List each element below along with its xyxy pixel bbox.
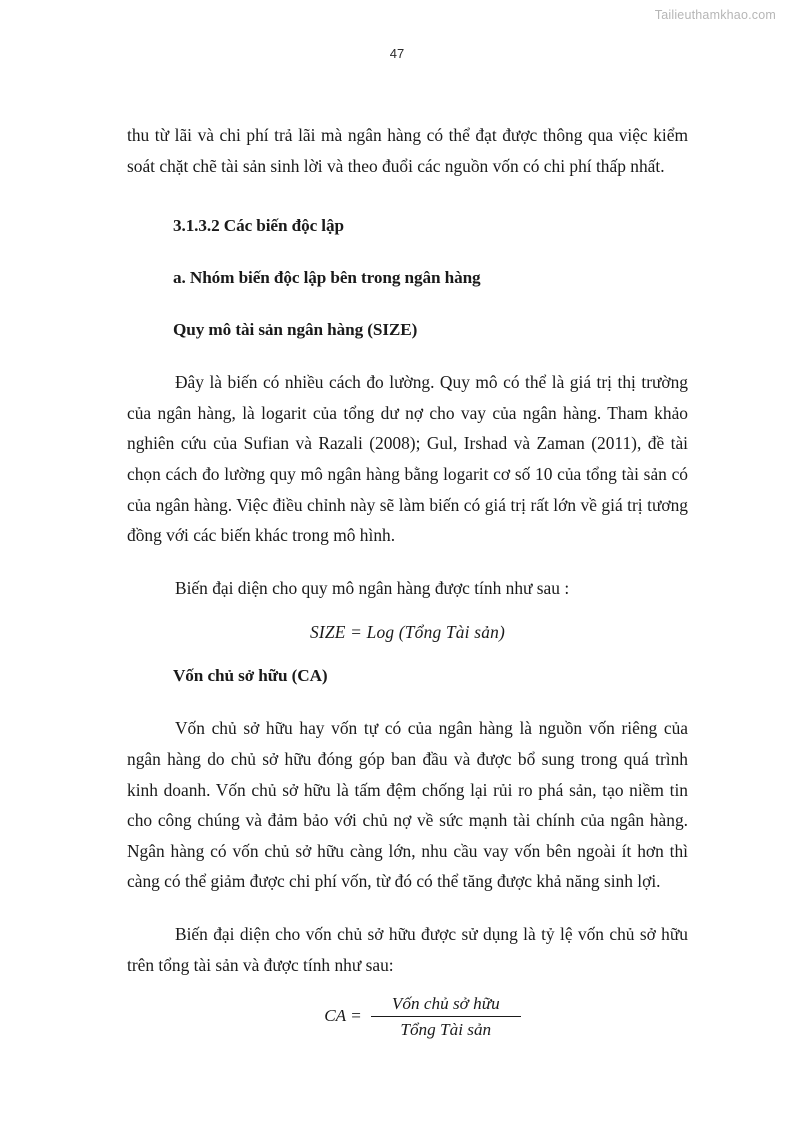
formula-ca-left-side: CA = — [324, 1006, 362, 1026]
spacer — [127, 551, 688, 573]
spacer — [127, 293, 688, 315]
heading-variable-size: Quy mô tài sản ngân hàng (SIZE) — [173, 320, 418, 340]
document-content — [127, 120, 688, 1040]
paragraph-ca-formula-lead: Biến đại diện cho vốn chủ sở hữu được sử dụng là tỷ lệ vốn chủ sở hữu trên tổng tài sản và được tính như sau: — [127, 923, 688, 975]
formula-size: SIZE = Log (Tổng Tài sản) — [309, 622, 505, 643]
spacer — [127, 603, 688, 617]
spacer — [127, 691, 688, 713]
spacer — [127, 980, 688, 994]
spacer — [127, 897, 688, 919]
heading-variable-ca: Vốn chủ sở hữu (CA) — [173, 666, 328, 686]
spacer — [127, 181, 688, 211]
formula-ca-denominator: Tổng Tài sản — [400, 1020, 492, 1040]
watermark-text: Tailieuthamkhao.com — [654, 8, 776, 22]
spacer — [127, 647, 688, 661]
paragraph-size-formula-lead: Biến đại diện cho quy mô ngân hàng được tính như sau : — [175, 577, 570, 598]
formula-ca — [127, 994, 688, 1040]
paragraph-ca-description: Vốn chủ sở hữu hay vốn tự có của ngân hàng là nguồn vốn riêng của ngân hàng do chủ sở hữu đóng góp ban đầu và được bổ sung trong quá trình kinh doanh. Vốn chủ sở hữu là tấm đệm chống lại rủi ro phá sản, tạo niềm tin cho công chúng và đảm bảo với chủ nợ về sức mạnh tài chính của ngân hàng. Ngân hàng có vốn chủ sở hữu càng lớn, nhu cầu vay vốn bên ngoài ít hơn thì càng có thể giảm được chi phí vốn, từ đó có thể tăng được khả năng sinh lợi. — [127, 718, 688, 892]
page-number: 47 — [389, 46, 405, 61]
paragraph-intro-continuation: thu từ lãi và chi phí trả lãi mà ngân hàng có thể đạt được thông qua việc kiểm soát chặt chẽ tài sản sinh lời và theo đuổi các nguồn vốn có chi phí thấp nhất. — [127, 125, 688, 176]
spacer — [127, 241, 688, 263]
heading-section-3-1-3-2: 3.1.3.2 Các biến độc lập — [173, 216, 344, 236]
paragraph-size-description: Đây là biến có nhiều cách đo lường. Quy mô có thể là giá trị thị trường của ngân hàng, là logarit của tổng dư nợ cho vay của ngân hàng. Tham khảo nghiên cứu của Sufian và Razali (2008); Gul, Irshad và Zaman (2011), đề tài chọn cách đo lường quy mô ngân hàng bằng logarit cơ số 10 của tổng tài sản có của ngân hàng. Việc điều chỉnh này sẽ làm biến có giá trị rất lớn về giá trị tương đồng với các biến khác trong mô hình. — [127, 372, 688, 546]
formula-ca-numerator: Vốn chủ sở hữu — [391, 994, 500, 1014]
heading-subsection-a: a. Nhóm biến độc lập bên trong ngân hàng — [173, 268, 481, 288]
spacer — [127, 345, 688, 367]
formula-ca-fraction — [371, 994, 521, 1040]
